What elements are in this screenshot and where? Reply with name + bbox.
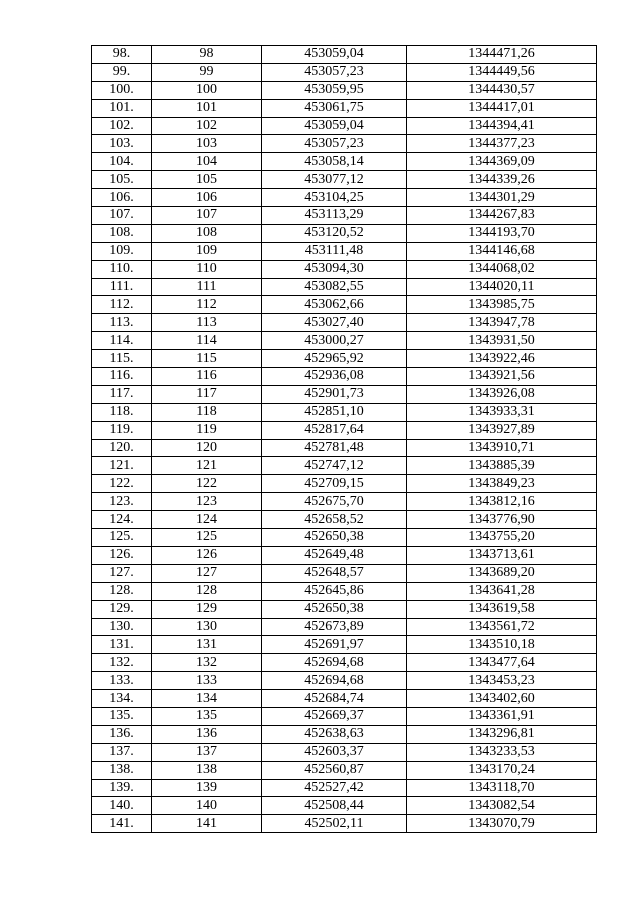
row-index-cell: 141. — [92, 815, 152, 833]
point-number-cell: 104 — [152, 153, 262, 171]
x-coordinate-cell: 453027,40 — [262, 314, 407, 332]
table-row — [92, 385, 597, 403]
x-coordinate-cell: 453113,29 — [262, 207, 407, 225]
row-index-cell: 122. — [92, 475, 152, 493]
y-coordinate-cell: 1343619,58 — [407, 600, 597, 618]
x-coordinate-cell: 452817,64 — [262, 421, 407, 439]
y-coordinate-cell: 1343510,18 — [407, 636, 597, 654]
y-coordinate-cell: 1343641,28 — [407, 582, 597, 600]
table-row — [92, 99, 597, 117]
table-row — [92, 171, 597, 189]
row-index-cell: 138. — [92, 761, 152, 779]
x-coordinate-cell: 452508,44 — [262, 797, 407, 815]
y-coordinate-cell: 1344430,57 — [407, 81, 597, 99]
point-number-cell: 105 — [152, 171, 262, 189]
row-index-cell: 127. — [92, 564, 152, 582]
point-number-cell: 111 — [152, 278, 262, 296]
point-number-cell: 114 — [152, 332, 262, 350]
x-coordinate-cell: 453104,25 — [262, 189, 407, 207]
y-coordinate-cell: 1343947,78 — [407, 314, 597, 332]
table-row — [92, 529, 597, 547]
row-index-cell: 123. — [92, 493, 152, 511]
point-number-cell: 99 — [152, 63, 262, 81]
table-row — [92, 63, 597, 81]
x-coordinate-cell: 452650,38 — [262, 529, 407, 547]
table-row — [92, 743, 597, 761]
row-index-cell: 99. — [92, 63, 152, 81]
point-number-cell: 115 — [152, 350, 262, 368]
point-number-cell: 103 — [152, 135, 262, 153]
point-number-cell: 117 — [152, 385, 262, 403]
point-number-cell: 120 — [152, 439, 262, 457]
x-coordinate-cell: 452851,10 — [262, 403, 407, 421]
x-coordinate-cell: 453082,55 — [262, 278, 407, 296]
y-coordinate-cell: 1343453,23 — [407, 672, 597, 690]
y-coordinate-cell: 1344193,70 — [407, 224, 597, 242]
point-number-cell: 119 — [152, 421, 262, 439]
point-number-cell: 131 — [152, 636, 262, 654]
point-number-cell: 127 — [152, 564, 262, 582]
x-coordinate-cell: 452675,70 — [262, 493, 407, 511]
table-row — [92, 690, 597, 708]
row-index-cell: 140. — [92, 797, 152, 815]
y-coordinate-cell: 1343922,46 — [407, 350, 597, 368]
table-row — [92, 368, 597, 386]
point-number-cell: 132 — [152, 654, 262, 672]
row-index-cell: 110. — [92, 260, 152, 278]
x-coordinate-cell: 453061,75 — [262, 99, 407, 117]
x-coordinate-cell: 453059,95 — [262, 81, 407, 99]
table-row — [92, 189, 597, 207]
row-index-cell: 106. — [92, 189, 152, 207]
row-index-cell: 131. — [92, 636, 152, 654]
x-coordinate-cell: 452694,68 — [262, 654, 407, 672]
point-number-cell: 123 — [152, 493, 262, 511]
point-number-cell: 112 — [152, 296, 262, 314]
table-row — [92, 242, 597, 260]
coordinates-table-body — [92, 46, 597, 833]
table-row — [92, 314, 597, 332]
x-coordinate-cell: 453111,48 — [262, 242, 407, 260]
y-coordinate-cell: 1343933,31 — [407, 403, 597, 421]
point-number-cell: 124 — [152, 511, 262, 529]
y-coordinate-cell: 1343812,16 — [407, 493, 597, 511]
x-coordinate-cell: 452502,11 — [262, 815, 407, 833]
y-coordinate-cell: 1343927,89 — [407, 421, 597, 439]
table-row — [92, 546, 597, 564]
point-number-cell: 116 — [152, 368, 262, 386]
point-number-cell: 98 — [152, 46, 262, 64]
x-coordinate-cell: 452650,38 — [262, 600, 407, 618]
point-number-cell: 128 — [152, 582, 262, 600]
y-coordinate-cell: 1344267,83 — [407, 207, 597, 225]
coordinates-table — [91, 45, 597, 833]
x-coordinate-cell: 452709,15 — [262, 475, 407, 493]
x-coordinate-cell: 453094,30 — [262, 260, 407, 278]
table-row — [92, 725, 597, 743]
table-row — [92, 117, 597, 135]
row-index-cell: 136. — [92, 725, 152, 743]
y-coordinate-cell: 1343361,91 — [407, 707, 597, 725]
x-coordinate-cell: 453077,12 — [262, 171, 407, 189]
x-coordinate-cell: 452901,73 — [262, 385, 407, 403]
row-index-cell: 124. — [92, 511, 152, 529]
table-row — [92, 224, 597, 242]
point-number-cell: 139 — [152, 779, 262, 797]
x-coordinate-cell: 452603,37 — [262, 743, 407, 761]
table-row — [92, 672, 597, 690]
y-coordinate-cell: 1344146,68 — [407, 242, 597, 260]
y-coordinate-cell: 1344417,01 — [407, 99, 597, 117]
row-index-cell: 108. — [92, 224, 152, 242]
y-coordinate-cell: 1343170,24 — [407, 761, 597, 779]
row-index-cell: 101. — [92, 99, 152, 117]
row-index-cell: 114. — [92, 332, 152, 350]
row-index-cell: 121. — [92, 457, 152, 475]
point-number-cell: 113 — [152, 314, 262, 332]
point-number-cell: 141 — [152, 815, 262, 833]
table-row — [92, 636, 597, 654]
y-coordinate-cell: 1343477,64 — [407, 654, 597, 672]
x-coordinate-cell: 453057,23 — [262, 135, 407, 153]
y-coordinate-cell: 1344377,23 — [407, 135, 597, 153]
y-coordinate-cell: 1343931,50 — [407, 332, 597, 350]
y-coordinate-cell: 1344394,41 — [407, 117, 597, 135]
x-coordinate-cell: 452638,63 — [262, 725, 407, 743]
x-coordinate-cell: 452684,74 — [262, 690, 407, 708]
y-coordinate-cell: 1344339,26 — [407, 171, 597, 189]
point-number-cell: 137 — [152, 743, 262, 761]
row-index-cell: 120. — [92, 439, 152, 457]
table-row — [92, 278, 597, 296]
x-coordinate-cell: 453059,04 — [262, 117, 407, 135]
point-number-cell: 133 — [152, 672, 262, 690]
point-number-cell: 140 — [152, 797, 262, 815]
point-number-cell: 122 — [152, 475, 262, 493]
row-index-cell: 133. — [92, 672, 152, 690]
y-coordinate-cell: 1343713,61 — [407, 546, 597, 564]
x-coordinate-cell: 452560,87 — [262, 761, 407, 779]
row-index-cell: 125. — [92, 529, 152, 547]
y-coordinate-cell: 1343118,70 — [407, 779, 597, 797]
y-coordinate-cell: 1343233,53 — [407, 743, 597, 761]
row-index-cell: 129. — [92, 600, 152, 618]
x-coordinate-cell: 453057,23 — [262, 63, 407, 81]
y-coordinate-cell: 1344471,26 — [407, 46, 597, 64]
row-index-cell: 113. — [92, 314, 152, 332]
point-number-cell: 135 — [152, 707, 262, 725]
row-index-cell: 104. — [92, 153, 152, 171]
y-coordinate-cell: 1343070,79 — [407, 815, 597, 833]
table-row — [92, 421, 597, 439]
x-coordinate-cell: 453058,14 — [262, 153, 407, 171]
point-number-cell: 109 — [152, 242, 262, 260]
y-coordinate-cell: 1343910,71 — [407, 439, 597, 457]
row-index-cell: 139. — [92, 779, 152, 797]
table-row — [92, 81, 597, 99]
table-row — [92, 797, 597, 815]
x-coordinate-cell: 452649,48 — [262, 546, 407, 564]
table-row — [92, 564, 597, 582]
y-coordinate-cell: 1344020,11 — [407, 278, 597, 296]
y-coordinate-cell: 1343402,60 — [407, 690, 597, 708]
x-coordinate-cell: 452673,89 — [262, 618, 407, 636]
x-coordinate-cell: 453059,04 — [262, 46, 407, 64]
y-coordinate-cell: 1343885,39 — [407, 457, 597, 475]
x-coordinate-cell: 452965,92 — [262, 350, 407, 368]
point-number-cell: 108 — [152, 224, 262, 242]
row-index-cell: 135. — [92, 707, 152, 725]
y-coordinate-cell: 1344369,09 — [407, 153, 597, 171]
point-number-cell: 130 — [152, 618, 262, 636]
row-index-cell: 115. — [92, 350, 152, 368]
row-index-cell: 103. — [92, 135, 152, 153]
x-coordinate-cell: 452648,57 — [262, 564, 407, 582]
table-row — [92, 600, 597, 618]
row-index-cell: 130. — [92, 618, 152, 636]
y-coordinate-cell: 1343082,54 — [407, 797, 597, 815]
y-coordinate-cell: 1343296,81 — [407, 725, 597, 743]
x-coordinate-cell: 452669,37 — [262, 707, 407, 725]
x-coordinate-cell: 452781,48 — [262, 439, 407, 457]
point-number-cell: 138 — [152, 761, 262, 779]
x-coordinate-cell: 453062,66 — [262, 296, 407, 314]
row-index-cell: 128. — [92, 582, 152, 600]
row-index-cell: 132. — [92, 654, 152, 672]
y-coordinate-cell: 1343926,08 — [407, 385, 597, 403]
x-coordinate-cell: 453120,52 — [262, 224, 407, 242]
table-row — [92, 779, 597, 797]
table-row — [92, 350, 597, 368]
y-coordinate-cell: 1344449,56 — [407, 63, 597, 81]
table-row — [92, 475, 597, 493]
x-coordinate-cell: 453000,27 — [262, 332, 407, 350]
y-coordinate-cell: 1343689,20 — [407, 564, 597, 582]
x-coordinate-cell: 452527,42 — [262, 779, 407, 797]
row-index-cell: 134. — [92, 690, 152, 708]
row-index-cell: 107. — [92, 207, 152, 225]
point-number-cell: 118 — [152, 403, 262, 421]
y-coordinate-cell: 1343921,56 — [407, 368, 597, 386]
row-index-cell: 111. — [92, 278, 152, 296]
row-index-cell: 102. — [92, 117, 152, 135]
table-row — [92, 707, 597, 725]
point-number-cell: 134 — [152, 690, 262, 708]
y-coordinate-cell: 1344068,02 — [407, 260, 597, 278]
point-number-cell: 125 — [152, 529, 262, 547]
row-index-cell: 109. — [92, 242, 152, 260]
table-row — [92, 618, 597, 636]
row-index-cell: 98. — [92, 46, 152, 64]
y-coordinate-cell: 1343755,20 — [407, 529, 597, 547]
x-coordinate-cell: 452645,86 — [262, 582, 407, 600]
row-index-cell: 137. — [92, 743, 152, 761]
table-row — [92, 296, 597, 314]
table-row — [92, 46, 597, 64]
table-row — [92, 493, 597, 511]
table-row — [92, 654, 597, 672]
x-coordinate-cell: 452747,12 — [262, 457, 407, 475]
point-number-cell: 106 — [152, 189, 262, 207]
row-index-cell: 116. — [92, 368, 152, 386]
table-row — [92, 260, 597, 278]
point-number-cell: 121 — [152, 457, 262, 475]
table-row — [92, 511, 597, 529]
x-coordinate-cell: 452691,97 — [262, 636, 407, 654]
table-row — [92, 153, 597, 171]
point-number-cell: 136 — [152, 725, 262, 743]
y-coordinate-cell: 1343776,90 — [407, 511, 597, 529]
table-row — [92, 403, 597, 421]
y-coordinate-cell: 1343849,23 — [407, 475, 597, 493]
row-index-cell: 100. — [92, 81, 152, 99]
y-coordinate-cell: 1344301,29 — [407, 189, 597, 207]
table-row — [92, 207, 597, 225]
point-number-cell: 100 — [152, 81, 262, 99]
point-number-cell: 102 — [152, 117, 262, 135]
row-index-cell: 112. — [92, 296, 152, 314]
table-row — [92, 135, 597, 153]
row-index-cell: 117. — [92, 385, 152, 403]
table-row — [92, 439, 597, 457]
point-number-cell: 110 — [152, 260, 262, 278]
row-index-cell: 118. — [92, 403, 152, 421]
row-index-cell: 126. — [92, 546, 152, 564]
row-index-cell: 105. — [92, 171, 152, 189]
point-number-cell: 107 — [152, 207, 262, 225]
point-number-cell: 129 — [152, 600, 262, 618]
y-coordinate-cell: 1343561,72 — [407, 618, 597, 636]
table-row — [92, 815, 597, 833]
table-row — [92, 761, 597, 779]
table-row — [92, 332, 597, 350]
x-coordinate-cell: 452658,52 — [262, 511, 407, 529]
row-index-cell: 119. — [92, 421, 152, 439]
table-row — [92, 582, 597, 600]
x-coordinate-cell: 452694,68 — [262, 672, 407, 690]
point-number-cell: 101 — [152, 99, 262, 117]
x-coordinate-cell: 452936,08 — [262, 368, 407, 386]
y-coordinate-cell: 1343985,75 — [407, 296, 597, 314]
table-row — [92, 457, 597, 475]
point-number-cell: 126 — [152, 546, 262, 564]
